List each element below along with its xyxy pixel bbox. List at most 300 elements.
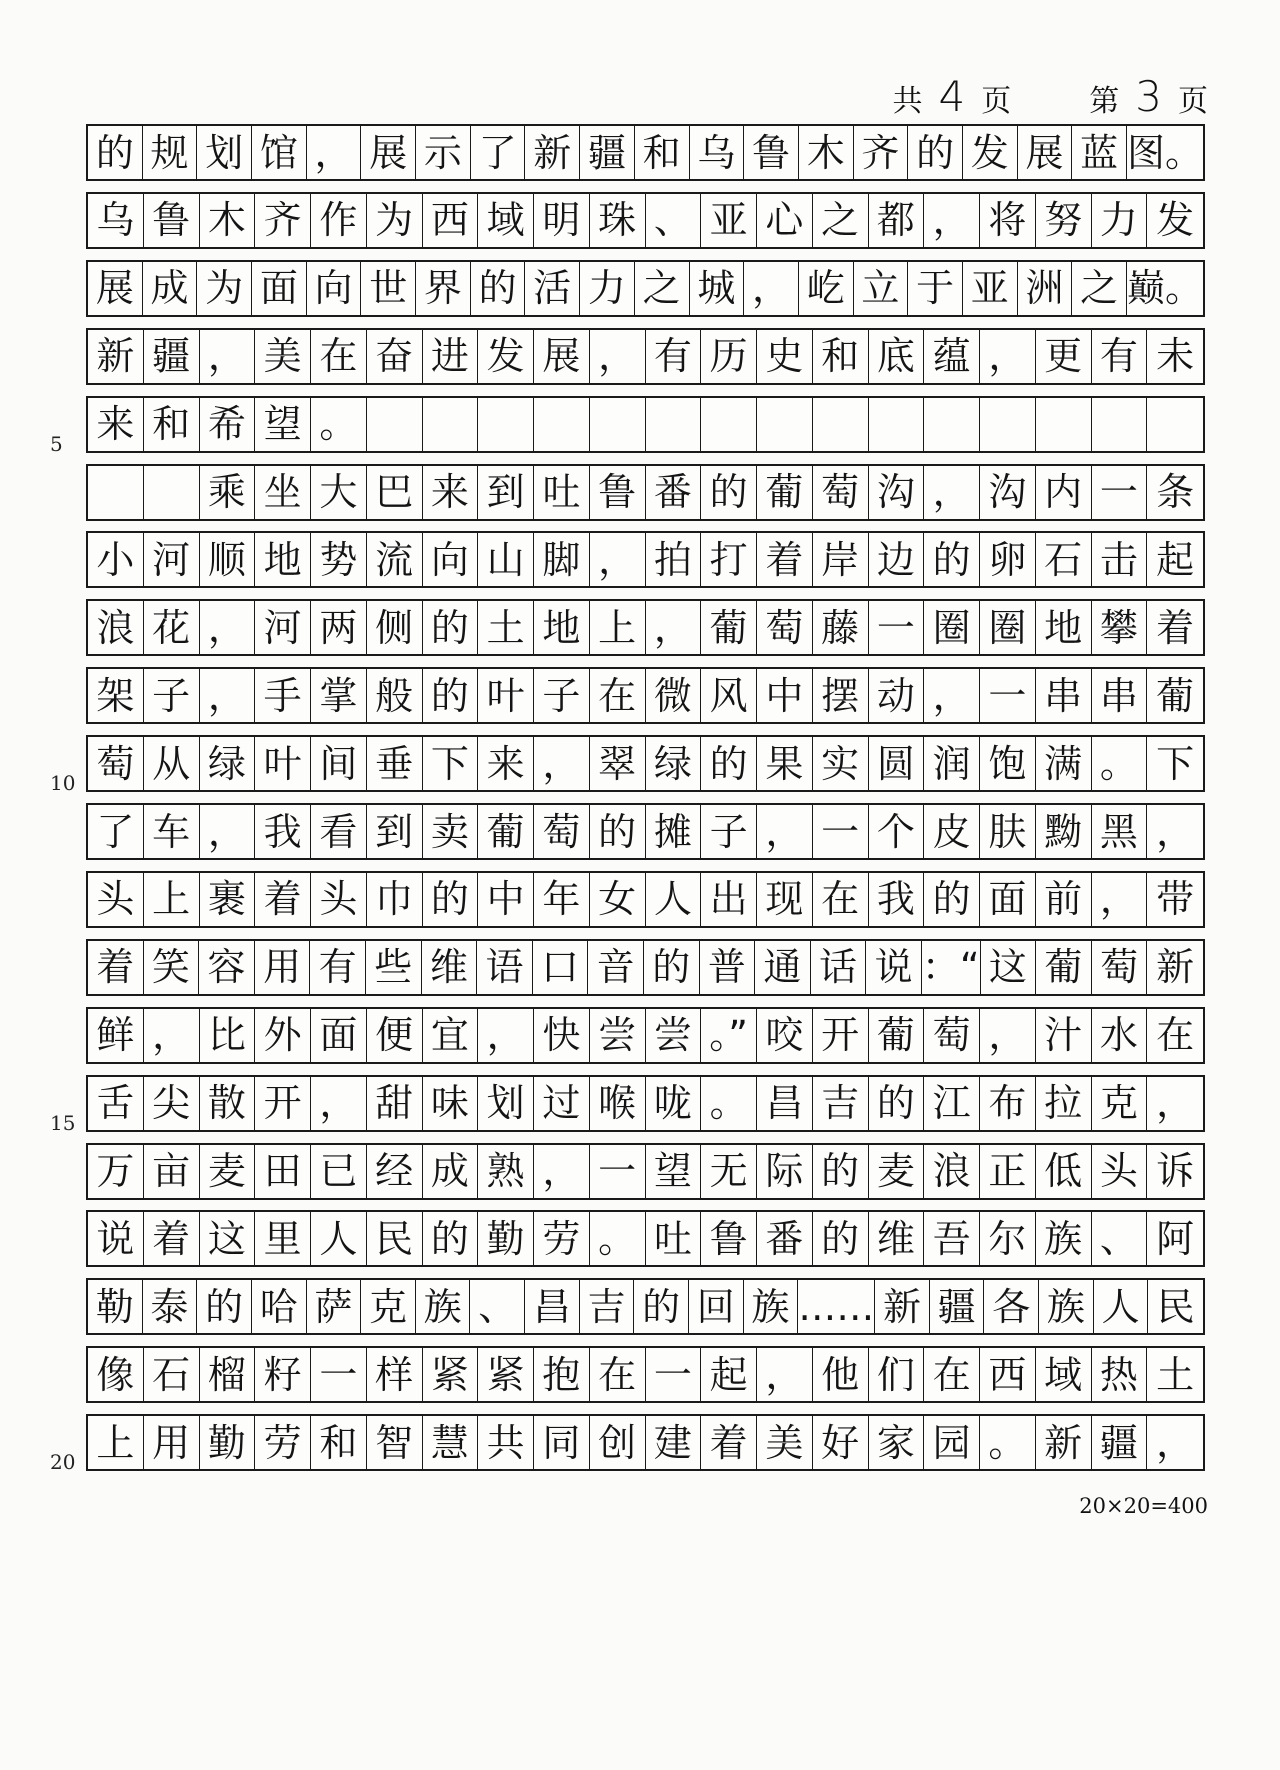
grid-cell: 个 xyxy=(869,805,925,858)
grid-cell xyxy=(478,398,534,451)
grid-cell: 鲜 xyxy=(88,1009,144,1062)
grid-cell: 鲁 xyxy=(144,194,200,247)
grid-cell: 两 xyxy=(311,601,367,654)
grid-cell: 的 xyxy=(813,1145,869,1198)
grid-cell: 中 xyxy=(757,669,813,722)
grid-cell: 已 xyxy=(311,1145,367,1198)
grid-cell: 乌 xyxy=(88,194,144,247)
grid-cell: 裹 xyxy=(200,873,256,926)
grid-cell: 热 xyxy=(1092,1348,1148,1401)
grid-cell xyxy=(144,466,200,519)
grid-cell: 、 xyxy=(1092,1212,1148,1265)
grid-cell: 快 xyxy=(534,1009,590,1062)
grid-count-label: 20×20=400 xyxy=(1079,1494,1208,1518)
grid-cell: 音 xyxy=(588,941,644,994)
grid-row xyxy=(86,735,1205,792)
grid-cell: 萄 xyxy=(757,601,813,654)
grid-cell: 籽 xyxy=(255,1348,311,1401)
grid-cell: 子 xyxy=(701,805,757,858)
grid-cell: 展 xyxy=(88,262,143,315)
grid-cell: 划 xyxy=(197,126,252,179)
grid-cell: 图。 xyxy=(1126,130,1203,175)
grid-cell: 萄 xyxy=(1092,941,1148,994)
grid-cell: 拍 xyxy=(646,533,702,586)
grid-cell: 成 xyxy=(423,1145,479,1198)
grid-cell: 新 xyxy=(875,1280,930,1333)
grid-cell: 紧 xyxy=(423,1348,479,1401)
grid-cell: 葡 xyxy=(1036,941,1092,994)
current-page-suffix: 页 xyxy=(1178,84,1210,119)
grid-cell: 勒 xyxy=(88,1280,143,1333)
grid-cell xyxy=(646,398,702,451)
grid-cell: 岸 xyxy=(813,533,869,586)
grid-cell: 克 xyxy=(1092,1077,1148,1130)
grid-cell: ， xyxy=(1156,809,1195,854)
grid-cell: 面 xyxy=(252,262,307,315)
grid-cell: 疆 xyxy=(144,330,200,383)
grid-cell: 头 xyxy=(311,873,367,926)
grid-cell: 族 xyxy=(1039,1280,1094,1333)
grid-cell: 立 xyxy=(854,262,909,315)
grid-cell: 诉 xyxy=(1156,1149,1195,1193)
grid-cell xyxy=(869,398,925,451)
grid-cell: 努 xyxy=(1036,194,1092,247)
grid-cell: 新 xyxy=(88,330,144,383)
grid-cell: 子 xyxy=(534,669,590,722)
grid-cell: 现 xyxy=(757,873,813,926)
grid-cell: ， xyxy=(1092,873,1148,926)
grid-cell: ， xyxy=(1156,1420,1195,1465)
grid-cell: 沟 xyxy=(980,466,1036,519)
grid-cell: 巴 xyxy=(367,466,423,519)
grid-cell: 和 xyxy=(813,330,869,383)
grid-cell: 葡 xyxy=(1156,673,1195,718)
grid-cell: 鲁 xyxy=(590,466,646,519)
grid-cell: 葡 xyxy=(869,1009,925,1062)
grid-cell: 说 xyxy=(88,1212,144,1265)
grid-cell: 圈 xyxy=(980,601,1036,654)
grid-cell: 土 xyxy=(1156,1352,1195,1397)
grid-cell: 城 xyxy=(690,262,745,315)
grid-cell: 作 xyxy=(311,194,367,247)
grid-cell: 圆 xyxy=(869,737,925,790)
grid-cell: 尝 xyxy=(590,1009,646,1062)
grid-cell: 史 xyxy=(757,330,813,383)
grid-cell: 话 xyxy=(811,941,867,994)
grid-cell: 同 xyxy=(534,1416,590,1469)
grid-cell: 新 xyxy=(1156,945,1195,990)
grid-cell xyxy=(1147,398,1203,451)
grid-cell: 望 xyxy=(255,398,311,451)
grid-cell: 摊 xyxy=(646,805,702,858)
grid-cell: 过 xyxy=(534,1077,590,1130)
grid-cell: 微 xyxy=(646,669,702,722)
grid-cell: ， xyxy=(200,601,256,654)
grid-cell: 宜 xyxy=(423,1009,479,1062)
grid-cell: 喉 xyxy=(590,1077,646,1130)
grid-cell: 在 xyxy=(311,330,367,383)
grid-cell: 在 xyxy=(813,873,869,926)
grid-cell: 地 xyxy=(534,601,590,654)
grid-cell: 势 xyxy=(311,533,367,586)
grid-cell: ， xyxy=(144,1009,200,1062)
grid-cell: 人 xyxy=(646,873,702,926)
grid-cell: ， xyxy=(924,466,980,519)
grid-cell: 尔 xyxy=(980,1212,1036,1265)
grid-cell: 榴 xyxy=(200,1348,256,1401)
grid-cell: 架 xyxy=(88,669,144,722)
grid-cell: 着 xyxy=(701,1416,757,1469)
grid-cell: 这 xyxy=(981,941,1037,994)
grid-cell: 着 xyxy=(1156,605,1195,650)
grid-row xyxy=(86,871,1205,928)
grid-cell: 般 xyxy=(367,669,423,722)
grid-cell: 笑 xyxy=(144,941,200,994)
grid-cell: 的 xyxy=(590,805,646,858)
grid-cell: 。 xyxy=(980,1416,1036,1469)
line-number: 5 xyxy=(50,431,63,456)
grid-cell: 家 xyxy=(869,1416,925,1469)
grid-cell: 葡 xyxy=(757,466,813,519)
grid-cell: 来 xyxy=(423,466,479,519)
grid-cell: 园 xyxy=(924,1416,980,1469)
grid-cell: 水 xyxy=(1092,1009,1148,1062)
grid-cell: 攀 xyxy=(1092,601,1148,654)
grid-cell: 拉 xyxy=(1036,1077,1092,1130)
grid-cell: 族 xyxy=(744,1280,799,1333)
grid-cell: 叶 xyxy=(478,669,534,722)
grid-cell: 来 xyxy=(478,737,534,790)
grid-cell: 发 xyxy=(1156,198,1195,243)
grid-cell: 勤 xyxy=(478,1212,534,1265)
grid-cell: 边 xyxy=(869,533,925,586)
grid-cell: 流 xyxy=(367,533,423,586)
line-number: 10 xyxy=(50,771,76,796)
grid-cell: 进 xyxy=(423,330,479,383)
grid-cell: 上 xyxy=(590,601,646,654)
grid-cell: 着 xyxy=(255,873,311,926)
grid-cell: 的 xyxy=(471,262,526,315)
grid-cell: 顺 xyxy=(200,533,256,586)
grid-row xyxy=(86,599,1205,656)
grid-cell: 克 xyxy=(361,1280,416,1333)
grid-cell xyxy=(924,398,980,451)
grid-row xyxy=(86,803,1205,860)
grid-cell: 里 xyxy=(255,1212,311,1265)
grid-cell: 乘 xyxy=(200,466,256,519)
grid-cell: 之 xyxy=(635,262,690,315)
grid-cell: 掌 xyxy=(311,669,367,722)
grid-cell: 开 xyxy=(255,1077,311,1130)
grid-cell: 带 xyxy=(1156,877,1195,922)
grid-cell: 都 xyxy=(869,194,925,247)
grid-cell: 蓝 xyxy=(1072,126,1127,179)
grid-cell: 番 xyxy=(757,1212,813,1265)
grid-cell: 脚 xyxy=(534,533,590,586)
grid-cell: 麦 xyxy=(200,1145,256,1198)
grid-cell: 美 xyxy=(757,1416,813,1469)
grid-cell: 创 xyxy=(590,1416,646,1469)
grid-cell: 吉 xyxy=(813,1077,869,1130)
grid-cell: ， xyxy=(590,330,646,383)
grid-cell: 开 xyxy=(813,1009,869,1062)
grid-cell: 们 xyxy=(869,1348,925,1401)
grid-cell: 、 xyxy=(470,1280,525,1333)
grid-cell: 满 xyxy=(1036,737,1092,790)
grid-cell: 的 xyxy=(423,1212,479,1265)
grid-cell: 圈 xyxy=(924,601,980,654)
grid-cell: 际 xyxy=(757,1145,813,1198)
grid-cell: 亚 xyxy=(963,262,1018,315)
grid-cell: 前 xyxy=(1036,873,1092,926)
current-page-number: 3 xyxy=(1135,72,1164,121)
grid-row xyxy=(86,328,1205,385)
grid-row xyxy=(86,1278,1205,1335)
grid-cell xyxy=(367,398,423,451)
grid-cell: 的 xyxy=(423,601,479,654)
grid-cell: 地 xyxy=(1036,601,1092,654)
grid-cell: ， xyxy=(646,601,702,654)
grid-cell: 劳 xyxy=(255,1416,311,1469)
grid-cell: 疆 xyxy=(580,126,635,179)
grid-cell: 于 xyxy=(908,262,963,315)
grid-cell: 民 xyxy=(1156,1284,1195,1329)
grid-cell: 维 xyxy=(422,941,478,994)
grid-cell: 维 xyxy=(869,1212,925,1265)
grid-cell: ， xyxy=(924,194,980,247)
grid-cell: 咙 xyxy=(646,1077,702,1130)
grid-cell: 为 xyxy=(367,194,423,247)
grid-cell: 从 xyxy=(144,737,200,790)
grid-cell: 用 xyxy=(255,941,311,994)
grid-cell: 劳 xyxy=(534,1212,590,1265)
grid-cell: 熟 xyxy=(478,1145,534,1198)
grid-cell: 洲 xyxy=(1018,262,1073,315)
grid-cell: 智 xyxy=(367,1416,423,1469)
grid-cell: 中 xyxy=(478,873,534,926)
grid-cell: 侧 xyxy=(367,601,423,654)
total-pages-number: 4 xyxy=(938,72,968,121)
grid-cell: 的 xyxy=(701,737,757,790)
grid-cell: 的 xyxy=(423,669,479,722)
grid-cell: 车 xyxy=(144,805,200,858)
grid-cell: 舌 xyxy=(88,1077,144,1130)
grid-cell: 世 xyxy=(361,262,416,315)
grid-cell: 规 xyxy=(143,126,198,179)
grid-cell: 齐 xyxy=(255,194,311,247)
grid-cell: 亚 xyxy=(701,194,757,247)
grid-cell: 鲁 xyxy=(744,126,799,179)
grid-cell: 族 xyxy=(416,1280,471,1333)
grid-cell: 吐 xyxy=(534,466,590,519)
grid-cell: 共 xyxy=(478,1416,534,1469)
grid-cell: 的 xyxy=(197,1280,252,1333)
grid-cell: 上 xyxy=(88,1416,144,1469)
grid-cell: 河 xyxy=(144,533,200,586)
grid-cell: 亩 xyxy=(144,1145,200,1198)
grid-cell: 来 xyxy=(88,398,144,451)
current-page-prefix: 第 xyxy=(1089,84,1122,119)
grid-cell: 一 xyxy=(813,805,869,858)
grid-cell xyxy=(980,398,1036,451)
grid-cell xyxy=(423,398,479,451)
total-pages-prefix: 共 xyxy=(892,84,925,119)
grid-cell: 番 xyxy=(646,466,702,519)
grid-cell: 土 xyxy=(478,601,534,654)
grid-cell: 石 xyxy=(144,1348,200,1401)
grid-cell xyxy=(757,398,813,451)
grid-cell: 到 xyxy=(478,466,534,519)
grid-cell: 用 xyxy=(144,1416,200,1469)
grid-cell: ， xyxy=(200,330,256,383)
grid-cell: 小 xyxy=(88,533,144,586)
grid-row xyxy=(86,1075,1205,1132)
grid-cell: 我 xyxy=(869,873,925,926)
grid-cell: 向 xyxy=(307,262,362,315)
grid-cell: ， xyxy=(534,737,590,790)
grid-cell xyxy=(88,466,144,519)
grid-cell: 疆 xyxy=(1092,1416,1148,1469)
grid-cell: 的 xyxy=(423,873,479,926)
grid-cell: 山 xyxy=(478,533,534,586)
grid-cell xyxy=(701,398,757,451)
grid-cell: 木 xyxy=(799,126,854,179)
grid-cell: …… xyxy=(798,1280,875,1333)
grid-row xyxy=(86,667,1205,724)
grid-cell: 面 xyxy=(311,1009,367,1062)
grid-cell: 各 xyxy=(984,1280,1039,1333)
grid-cell: 族 xyxy=(1036,1212,1092,1265)
grid-cell: 一 xyxy=(590,1145,646,1198)
grid-cell: 绿 xyxy=(200,737,256,790)
grid-cell: 吾 xyxy=(924,1212,980,1265)
grid-cell: 为 xyxy=(197,262,252,315)
grid-cell: 尝 xyxy=(646,1009,702,1062)
grid-cell: 有 xyxy=(646,330,702,383)
grid-cell: 河 xyxy=(255,601,311,654)
grid-cell: 建 xyxy=(646,1416,702,1469)
grid-cell: 普 xyxy=(700,941,756,994)
grid-cell: 有 xyxy=(310,941,366,994)
grid-cell: 划 xyxy=(478,1077,534,1130)
grid-row xyxy=(86,464,1205,521)
grid-row xyxy=(86,260,1205,317)
grid-cell: 经 xyxy=(367,1145,423,1198)
grid-cell: 葡 xyxy=(478,805,534,858)
grid-cell: 抱 xyxy=(534,1348,590,1401)
grid-cell: 子 xyxy=(144,669,200,722)
grid-cell: 巾 xyxy=(367,873,423,926)
grid-cell: 的 xyxy=(924,873,980,926)
grid-cell: 了 xyxy=(88,805,144,858)
grid-cell: 吐 xyxy=(646,1212,702,1265)
grid-cell: 实 xyxy=(813,737,869,790)
grid-cell: 馆 xyxy=(252,126,307,179)
grid-cell: 头 xyxy=(1092,1145,1148,1198)
grid-cell: 一 xyxy=(869,601,925,654)
grid-cell: 面 xyxy=(980,873,1036,926)
grid-cell: 回 xyxy=(689,1280,744,1333)
grid-cell: 尖 xyxy=(144,1077,200,1130)
grid-cell: 活 xyxy=(525,262,580,315)
grid-cell: 勤 xyxy=(200,1416,256,1469)
grid-cell: 手 xyxy=(255,669,311,722)
grid-cell: 西 xyxy=(980,1348,1036,1401)
grid-cell: 萨 xyxy=(307,1280,362,1333)
line-number: 20 xyxy=(50,1450,76,1475)
grid-cell xyxy=(534,398,590,451)
grid-cell: 样 xyxy=(367,1348,423,1401)
grid-cell: 展 xyxy=(1018,126,1073,179)
grid-cell: 昌 xyxy=(757,1077,813,1130)
grid-cell: 摆 xyxy=(813,669,869,722)
grid-cell: 昌 xyxy=(525,1280,580,1333)
grid-cell: 条 xyxy=(1156,470,1195,514)
grid-cell: 人 xyxy=(311,1212,367,1265)
grid-cell: 力 xyxy=(1092,194,1148,247)
grid-cell: 浪 xyxy=(88,601,144,654)
grid-cell: 萄 xyxy=(813,466,869,519)
grid-cell xyxy=(1092,398,1148,451)
grid-cell: 在 xyxy=(1156,1013,1195,1058)
page-counter xyxy=(893,72,1210,121)
grid-cell: 起 xyxy=(1156,537,1195,582)
grid-cell: 串 xyxy=(1092,669,1148,722)
grid-cell: 下 xyxy=(423,737,479,790)
grid-cell: 的 xyxy=(908,126,963,179)
grid-cell xyxy=(590,398,646,451)
grid-cell: 布 xyxy=(980,1077,1036,1130)
grid-cell: 卵 xyxy=(980,533,1036,586)
grid-cell: 间 xyxy=(311,737,367,790)
grid-cell: 动 xyxy=(869,669,925,722)
grid-row xyxy=(86,939,1205,996)
grid-cell: 些 xyxy=(366,941,422,994)
grid-cell: 屹 xyxy=(799,262,854,315)
grid-cell: ， xyxy=(200,805,256,858)
grid-cell: 泰 xyxy=(143,1280,198,1333)
grid-row xyxy=(86,192,1205,249)
grid-cell: 奋 xyxy=(367,330,423,383)
grid-cell: 新 xyxy=(525,126,580,179)
grid-cell: 葡 xyxy=(701,601,757,654)
grid-cell: 汁 xyxy=(1036,1009,1092,1062)
grid-cell: 麦 xyxy=(869,1145,925,1198)
grid-cell: 慧 xyxy=(423,1416,479,1469)
grid-cell: 像 xyxy=(88,1348,144,1401)
grid-cell: 和 xyxy=(144,398,200,451)
grid-cell: 和 xyxy=(311,1416,367,1469)
grid-cell: ， xyxy=(924,669,980,722)
grid-cell: 发 xyxy=(478,330,534,383)
grid-cell: 上 xyxy=(144,873,200,926)
grid-cell: 萄 xyxy=(534,805,590,858)
grid-cell: ， xyxy=(1156,1081,1195,1126)
grid-cell: 我 xyxy=(255,805,311,858)
grid-cell: 甜 xyxy=(367,1077,423,1130)
grid-cell: 萄 xyxy=(924,1009,980,1062)
grid-cell: 果 xyxy=(757,737,813,790)
grid-cell: 更 xyxy=(1036,330,1092,383)
grid-cell: 他 xyxy=(813,1348,869,1401)
grid-cell: 无 xyxy=(701,1145,757,1198)
grid-cell: 的 xyxy=(88,126,143,179)
grid-cell: 容 xyxy=(199,941,255,994)
grid-cell: ， xyxy=(980,330,1036,383)
grid-cell: 花 xyxy=(144,601,200,654)
grid-row xyxy=(86,1346,1205,1403)
grid-row xyxy=(86,1210,1205,1267)
